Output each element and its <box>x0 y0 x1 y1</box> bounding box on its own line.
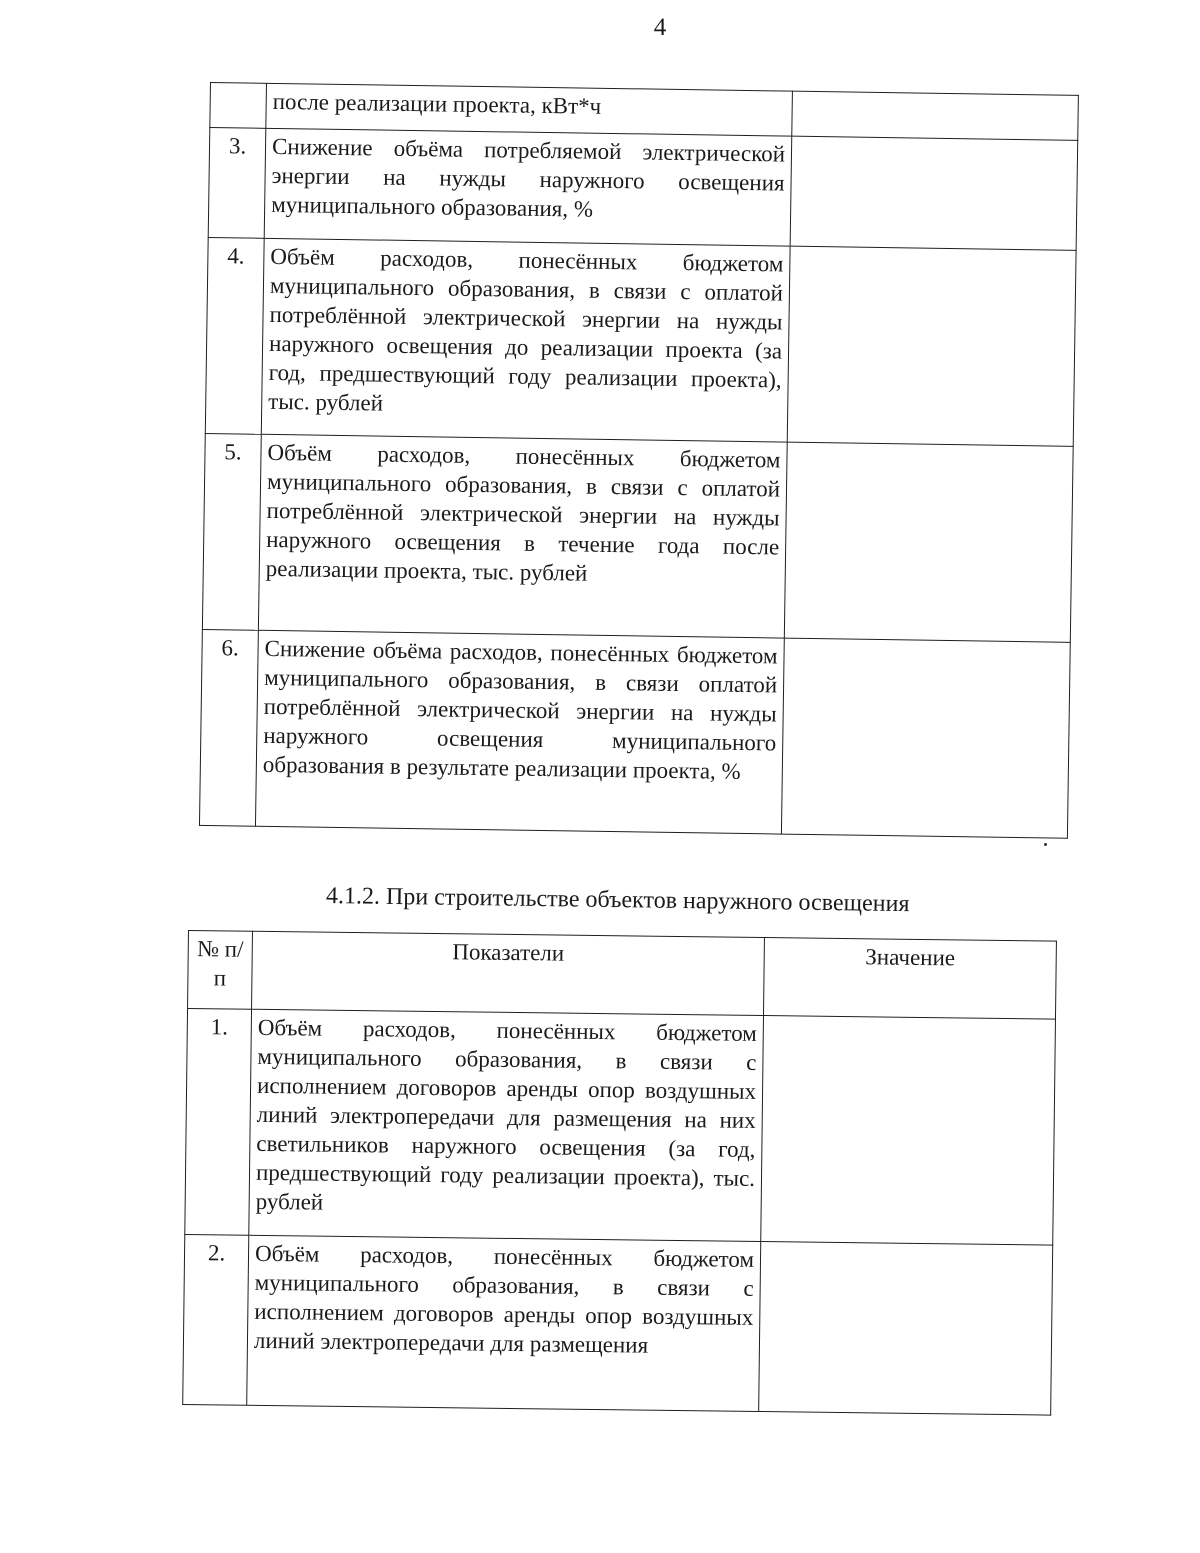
row-number: 6. <box>199 629 258 826</box>
indicator-text: Объём расходов, понесённых бюджетом муниципального образования, в связи с оплатой потреблённой электрической энергии на нужды наружного освещения в течение года после реализации проекта, тыс. рублей <box>258 434 787 638</box>
header-indicators: Показатели <box>252 931 765 1015</box>
table-row <box>183 1234 1053 1415</box>
table-row <box>208 128 1078 251</box>
value-cell <box>784 442 1073 642</box>
page-number: 4 <box>653 14 667 41</box>
row-number: 4. <box>205 237 264 434</box>
table-row <box>199 629 1070 838</box>
construction-indicators-table <box>182 930 1057 1416</box>
value-cell <box>790 136 1078 250</box>
row-number: 5. <box>202 433 261 630</box>
value-cell <box>792 91 1079 140</box>
indicator-text: после реализации проекта, кВт*ч <box>266 83 793 136</box>
value-cell <box>781 638 1070 838</box>
value-cell <box>761 1016 1056 1246</box>
table-row <box>202 433 1073 642</box>
value-cell <box>759 1242 1053 1416</box>
indicator-text: Объём расходов, понесённых бюджетом муниципального образования, в связи с исполнением договоров аренды опор воздушных линий электропередачи для размещения на них светильников наружного освещения (за год, предшествующий году реализации проекта), тыс. рублей <box>249 1009 764 1241</box>
row-number: 1. <box>185 1009 252 1236</box>
table-header-row <box>188 931 1057 1020</box>
indicators-table-continued <box>199 82 1079 839</box>
header-number: № п/п <box>188 931 253 1010</box>
indicator-text: Снижение объёма потребляемой электрической энергии на нужды наружного освещения муниципального образования, % <box>264 128 792 246</box>
scan-speck <box>1044 843 1047 846</box>
header-value: Значение <box>763 938 1056 1020</box>
indicator-text: Объём расходов, понесённых бюджетом муниципального образования, в связи с исполнением договоров аренды опор воздушных линий электропередачи для размещения <box>247 1235 761 1411</box>
indicator-text: Снижение объёма расходов, понесённых бюджетом муниципального образования, в связи оплатой потреблённой электрической энергии на нужды наружного освещения муниципального образования в результате реализации проекта, % <box>255 630 784 834</box>
section-title: 4.1.2. При строительстве объектов наружного освещения <box>325 883 910 918</box>
table-row <box>185 1009 1056 1246</box>
indicator-text: Объём расходов, понесённых бюджетом муниципального образования, в связи с оплатой потреблённой электрической энергии на нужды наружного освещения до реализации проекта (за год, предшествующий году реализации проекта), тыс. рублей <box>261 238 790 442</box>
table-row <box>205 237 1076 446</box>
row-number <box>210 83 267 129</box>
row-number: 2. <box>183 1234 249 1405</box>
value-cell <box>787 246 1076 446</box>
row-number: 3. <box>208 128 266 239</box>
